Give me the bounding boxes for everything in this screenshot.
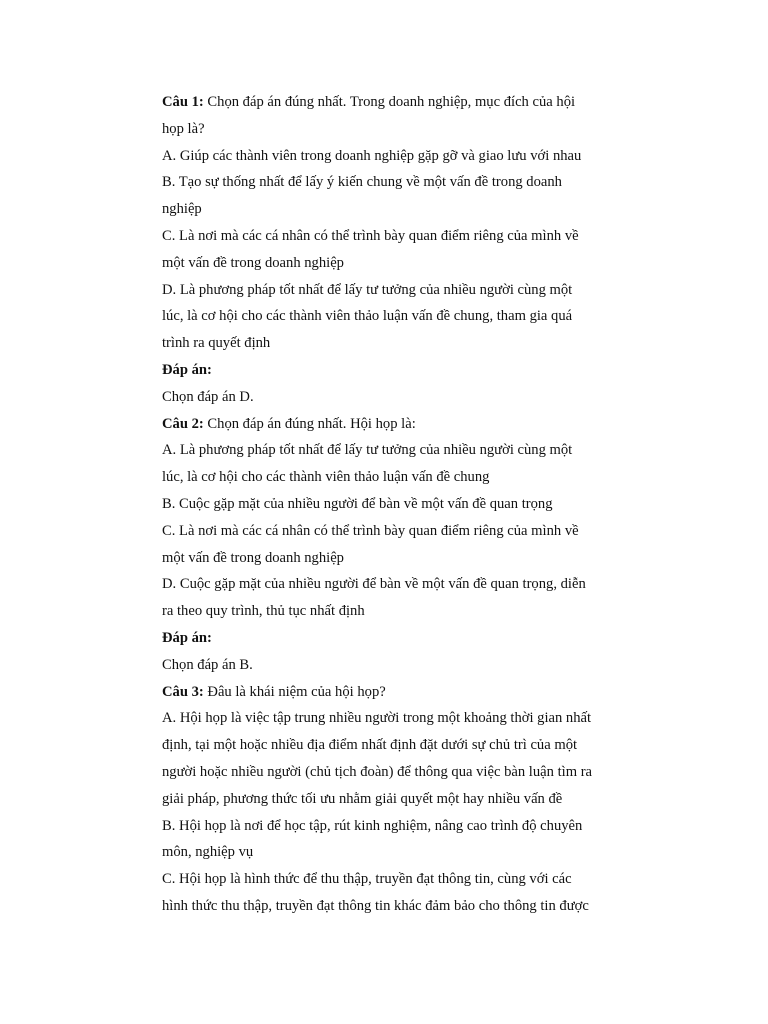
question-1-line: họp là? [162, 120, 205, 137]
question-2-prompt-text: Chọn đáp án đúng nhất. Hội họp là: [203, 415, 416, 432]
question-2-prompt [162, 411, 612, 438]
question-1-option-d-cont: trình ra quyết định [162, 335, 271, 352]
question-1-label: Câu 1: [162, 94, 204, 110]
question-2-option-d: D. Cuộc gặp mặt của nhiều người để bàn về một vấn đề quan trọng, diễn [162, 576, 586, 593]
question-1 [162, 89, 612, 411]
question-3-option-a-cont: người hoặc nhiều người (chủ tịch đoàn) để thông qua việc bàn luận tìm ra [162, 763, 593, 780]
question-2 [162, 411, 612, 679]
question-1-option-d: D. Là phương pháp tốt nhất để lấy tư tưởng của nhiều người cùng một [162, 281, 573, 298]
question-1-prompt-text: Chọn đáp án đúng nhất. Trong doanh nghiệp, mục đích của hội [203, 94, 576, 110]
question-1-prompt [162, 89, 612, 116]
question-2-option-a-cont: lúc, là cơ hội cho các thành viên thảo luận vấn đề chung [162, 469, 490, 486]
question-3-option-a-cont: giải pháp, phương thức tối ưu nhằm giải quyết một hay nhiều vấn đề [162, 790, 563, 807]
question-3-label: Câu 3: [162, 683, 204, 700]
question-2-answer-label: Đáp án: [162, 629, 212, 646]
question-2-option-c: C. Là nơi mà các cá nhân có thể trình bày quan điểm riêng của mình về [162, 522, 579, 539]
question-3 [162, 679, 612, 920]
question-1-option-c: C. Là nơi mà các cá nhân có thể trình bày quan điểm riêng của mình về [162, 227, 579, 244]
question-3-prompt-text: Đâu là khái niệm của hội họp? [203, 683, 386, 700]
question-2-option-c-cont: một vấn đề trong doanh nghiệp [162, 549, 344, 566]
question-3-option-c-cont: hình thức thu thập, truyền đạt thông tin khác đảm bảo cho thông tin được [162, 897, 589, 914]
question-3-option-a: A. Hội họp là việc tập trung nhiều người trong một khoảng thời gian nhất [162, 710, 592, 727]
question-3-option-b: B. Hội họp là nơi để học tập, rút kinh nghiệm, nâng cao trình độ chuyên [162, 817, 583, 834]
question-1-option-c-cont: một vấn đề trong doanh nghiệp [162, 254, 344, 271]
question-2-label: Câu 2: [162, 415, 204, 432]
question-1-answer-text: Chọn đáp án D. [162, 388, 254, 405]
question-2-option-d-cont: ra theo quy trình, thủ tục nhất định [162, 603, 365, 620]
question-1-option-d-cont: lúc, là cơ hội cho các thành viên thảo luận vấn đề chung, tham gia quá [162, 308, 573, 325]
document-page [162, 89, 612, 920]
question-1-option-b: B. Tạo sự thống nhất để lấy ý kiến chung về một vấn đề trong doanh [162, 174, 562, 191]
question-1-answer-label: Đáp án: [162, 361, 212, 378]
question-2-option-b: B. Cuộc gặp mặt của nhiều người để bàn về một vấn đề quan trọng [162, 495, 553, 512]
question-2-answer-text: Chọn đáp án B. [162, 656, 253, 673]
question-1-option-b-cont: nghiệp [162, 201, 202, 218]
question-3-prompt [162, 679, 612, 706]
question-3-option-b-cont: môn, nghiệp vụ [162, 844, 254, 861]
question-1-option-a: A. Giúp các thành viên trong doanh nghiệp gặp gỡ và giao lưu với nhau [162, 147, 582, 164]
question-3-option-a-cont: định, tại một hoặc nhiều địa điểm nhất định đặt dưới sự chủ trì của một [162, 737, 578, 754]
question-3-option-c: C. Hội họp là hình thức để thu thập, truyền đạt thông tin, cùng với các [162, 871, 572, 888]
question-2-option-a: A. Là phương pháp tốt nhất để lấy tư tưởng của nhiều người cùng một [162, 442, 573, 459]
